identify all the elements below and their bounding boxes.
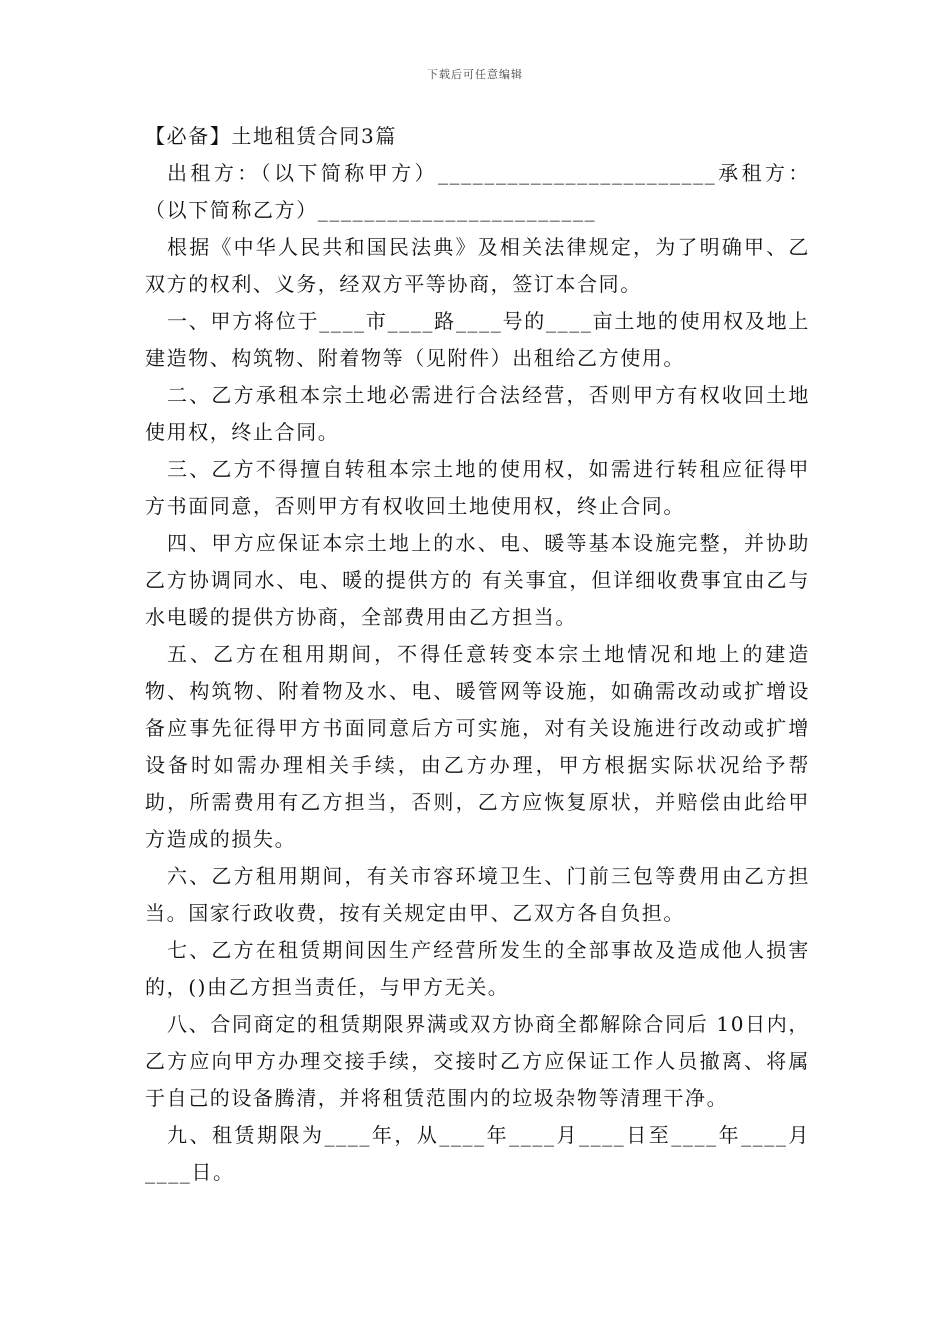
paragraph-clause-2: 二、乙方承租本宗土地必需进行合法经营，否则甲方有权收回土地使用权，终止合同。: [145, 383, 810, 444]
paragraph-clause-8: 八、合同商定的租赁期限界满或双方协商全都解除合同后 10日内，乙方应向甲方办理交接手续，交接时乙方应保证工作人员撤离、将属于自己的设备腾清，并将租赁范围内的垃圾杂物等清理干净。: [145, 1012, 810, 1110]
paragraph-clause-5: 五、乙方在租用期间，不得任意转变本宗土地情况和地上的建造物、构筑物、附着物及水、电、暖管网等设施，如确需改动或扩增设备应事先征得甲方书面同意后方可实施，对有关设施进行改动或扩增设备时如需办理相关手续，由乙方办理，甲方根据实际状况给予帮助，所需费用有乙方担当，否则，乙方应恢复原状，并赔偿由此给甲方造成的损失。: [145, 642, 810, 851]
paragraph-clause-1: 一、甲方将位于____市____路____号的____亩土地的使用权及地上建造物、构筑物、附着物等（见附件）出租给乙方使用。: [145, 309, 810, 370]
paragraph-preamble: 根据《中华人民共和国民法典》及相关法律规定，为了明确甲、乙双方的权利、义务，经双方平等协商，签订本合同。: [145, 235, 810, 296]
paragraph-clause-4: 四、甲方应保证本宗土地上的水、电、暖等基本设施完整，并协助乙方协调同水、电、暖的提供方的 有关事宜，但详细收费事宜由乙与水电暖的提供方协商，全部费用由乙方担当。: [145, 531, 810, 629]
document-body: [145, 118, 810, 1191]
paragraph-clause-6: 六、乙方租用期间，有关市容环境卫生、门前三包等费用由乙方担当。国家行政收费，按有关规定由甲、乙双方各自负担。: [145, 864, 810, 925]
page-header-note: 下载后可任意编辑: [427, 68, 523, 81]
paragraph-clause-9: 九、租赁期限为____年，从____年____月____日至____年____月____日。: [145, 1123, 810, 1184]
paragraph-parties: 出租方：（以下简称甲方）________________________承租方：（以下简称乙方）________________________: [145, 161, 810, 222]
paragraph-clause-7: 七、乙方在租赁期间因生产经营所发生的全部事故及造成他人损害的，()由乙方担当责任，与甲方无关。: [145, 938, 810, 999]
paragraph-clause-3: 三、乙方不得擅自转租本宗土地的使用权，如需进行转租应征得甲方书面同意，否则甲方有权收回土地使用权，终止合同。: [145, 457, 810, 518]
document-title: 【必备】土地租赁合同3篇: [145, 124, 397, 148]
